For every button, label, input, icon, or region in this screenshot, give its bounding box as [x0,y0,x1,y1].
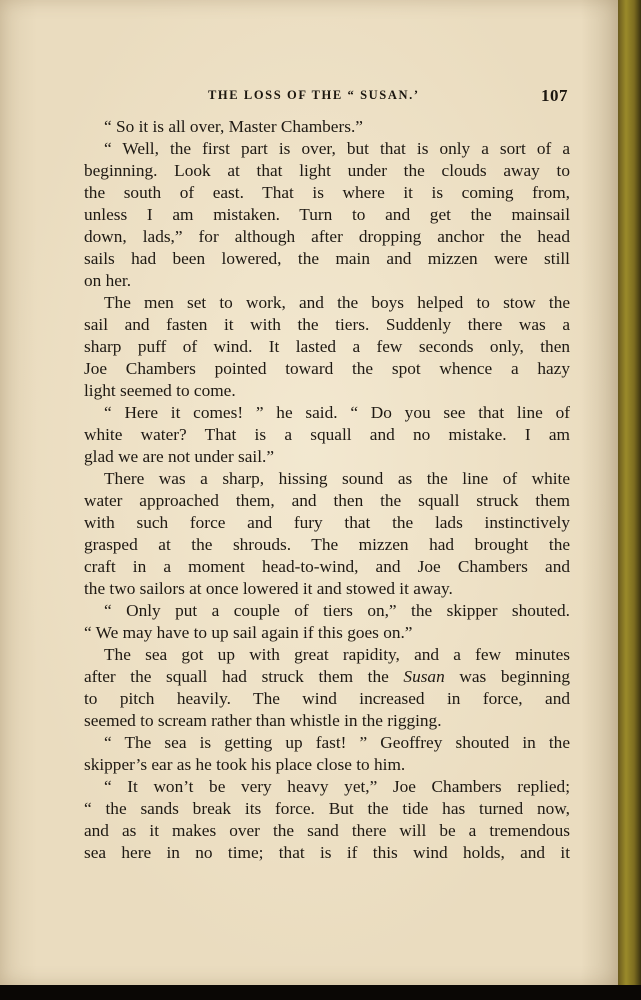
text-line: “ We may have to up sail again if this goes on.” [84,623,413,642]
text-line: sharp puff of wind. It lasted a few seconds only, then [84,337,570,356]
text-line: “ the sands break its force. But the tide has turned now, [84,799,570,818]
text-line: light seemed to come. [84,381,236,400]
text-line: “ Only put a couple of tiers on,” the skipper shouted. [104,601,570,620]
page-header [0,84,618,112]
text-line: “ Well, the first part is over, but that is only a sort of a [104,139,570,158]
text-line: craft in a moment head-to-wind, and Joe Chambers and [84,557,570,576]
text-line: white water? That is a squall and no mistake. I am [84,425,570,444]
text-line: “ It won’t be very heavy yet,” Joe Chambers replied; [104,777,570,796]
text-line: the two sailors at once lowered it and stowed it away. [84,579,453,598]
text-line: unless I am mistaken. Turn to and get the mainsail [84,205,570,224]
text-line: sail and fasten it with the tiers. Suddenly there was a [84,315,570,334]
text-line: seemed to scream rather than whistle in the rigging. [84,711,442,730]
page-number: 107 [541,86,568,105]
text-line: to pitch heavily. The wind increased in force, and [84,689,570,708]
text-line: down, lads,” for although after dropping anchor the head [84,227,570,246]
body-text [84,116,570,864]
text-line [84,666,570,688]
text-line: with such force and fury that the lads instinctively [84,513,570,532]
text-line: and as it makes over the sand there will be a tremendous [84,821,570,840]
text-line: the south of east. That is where it is coming from, [84,183,570,202]
text-line: “ So it is all over, Master Chambers.” [104,117,363,136]
text-line: Joe Chambers pointed toward the spot whence a hazy [84,359,570,378]
ship-name-italic: Susan [403,667,445,686]
text-segment: was beginning [444,667,570,686]
text-line: “ The sea is getting up fast! ” Geoffrey shouted in the [104,733,570,752]
text-line: skipper’s ear as he took his place close to him. [84,755,406,774]
running-head: THE LOSS OF THE “ SUSAN.’ [208,88,420,102]
page-edge [618,0,641,985]
text-line: “ Here it comes! ” he said. “ Do you see that line of [104,403,570,422]
text-line: glad we are not under sail.” [84,447,275,466]
text-line: on her. [84,271,132,290]
text-line: grasped at the shrouds. The mizzen had brought the [84,535,570,554]
text-line: sea here in no time; that is if this wind holds, and it [84,843,570,862]
text-line: There was a sharp, hissing sound as the line of white [104,469,570,488]
text-line: The sea got up with great rapidity, and a few minutes [104,645,570,664]
text-line: water approached them, and then the squall struck them [84,491,570,510]
text-segment: after the squall had struck them the [84,667,404,686]
text-line: beginning. Look at that light under the clouds away to [84,161,570,180]
bottom-edge [0,985,641,1000]
text-line: sails had been lowered, the main and mizzen were still [84,249,570,268]
text-line: The men set to work, and the boys helped to stow the [104,293,570,312]
